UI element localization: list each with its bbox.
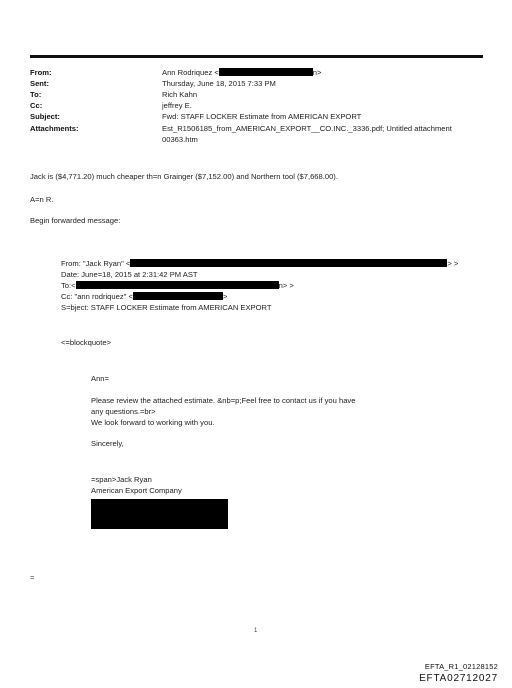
subject-value: Fwd: STAFF LOCKER Estimate from AMERICAN EXPORT	[162, 112, 362, 121]
sent-value: Thursday, June 18, 2015 7:33 PM	[162, 79, 276, 88]
redaction-block	[76, 281, 279, 289]
redaction-block	[133, 292, 223, 300]
footer-id-small: EFTA_R1_02128152	[424, 662, 498, 671]
body-forwarded-heading: Begin forwarded message:	[30, 216, 121, 225]
fwd-date: Date: June=18, 2015 at 2:31:42 PM AST	[61, 270, 198, 279]
sent-label: Sent:	[30, 79, 49, 88]
fwd-from-prefix: From: "Jack Ryan" <	[61, 259, 131, 268]
fwd-to-prefix: To:<	[61, 281, 76, 290]
msg-line-2: any questions.=br>	[91, 407, 156, 416]
cc-value: jeffrey E.	[162, 101, 192, 110]
attachments-label: Attachments:	[30, 124, 79, 133]
fwd-blockquote-tag: <=blockquote>	[61, 338, 112, 347]
page-number: 1	[254, 628, 258, 634]
fwd-subject: S=bject: STAFF LOCKER Estimate from AMERICAN EXPORT	[61, 303, 272, 312]
fwd-cc	[61, 292, 227, 303]
from-tail: n>	[312, 68, 322, 77]
msg-line-3: We look forward to working with you.	[91, 418, 215, 427]
cc-label: Cc:	[30, 101, 43, 110]
to-label: To:	[30, 90, 42, 99]
footer-id-large: EFTA02712027	[419, 673, 498, 684]
msg-signature-company: American Export Company	[91, 486, 182, 495]
from-value	[162, 68, 321, 79]
to-value: Rich Kahn	[162, 90, 198, 99]
fwd-from	[61, 259, 458, 270]
attachments-line-2: 00363.htm	[162, 135, 198, 144]
fwd-cc-tail: >	[222, 292, 228, 301]
msg-closing: Sincerely,	[91, 439, 124, 448]
from-label: From:	[30, 68, 52, 77]
fwd-cc-prefix: Cc: "ann rodriquez" <	[61, 292, 133, 301]
fwd-to	[61, 281, 294, 292]
from-name: Ann Rodriquez <	[162, 68, 219, 77]
fwd-to-tail: n> >	[278, 281, 294, 290]
margin-mark: =	[30, 573, 35, 582]
redaction-block	[219, 68, 313, 76]
header-rule	[30, 55, 483, 58]
body-signoff: A=n R.	[30, 195, 54, 204]
subject-label: Subject:	[30, 112, 60, 121]
redaction-block	[130, 259, 447, 267]
fwd-from-tail: > >	[447, 259, 459, 268]
msg-greeting: Ann=	[91, 374, 109, 383]
msg-signature-name: =span>Jack Ryan	[91, 475, 152, 484]
body-price-comparison: Jack is ($4,771.20) much cheaper th=n Grainger ($7,152.00) and Northern tool ($7,668.00).	[30, 172, 338, 181]
msg-line-1: Please review the attached estimate. &nb=p;Feel free to contact us if you have	[91, 396, 356, 405]
signature-redaction-block	[91, 499, 228, 529]
attachments-line-1: Est_R1506185_from_AMERICAN_EXPORT__CO.INC._3336.pdf; Untitled attachment	[162, 124, 452, 133]
